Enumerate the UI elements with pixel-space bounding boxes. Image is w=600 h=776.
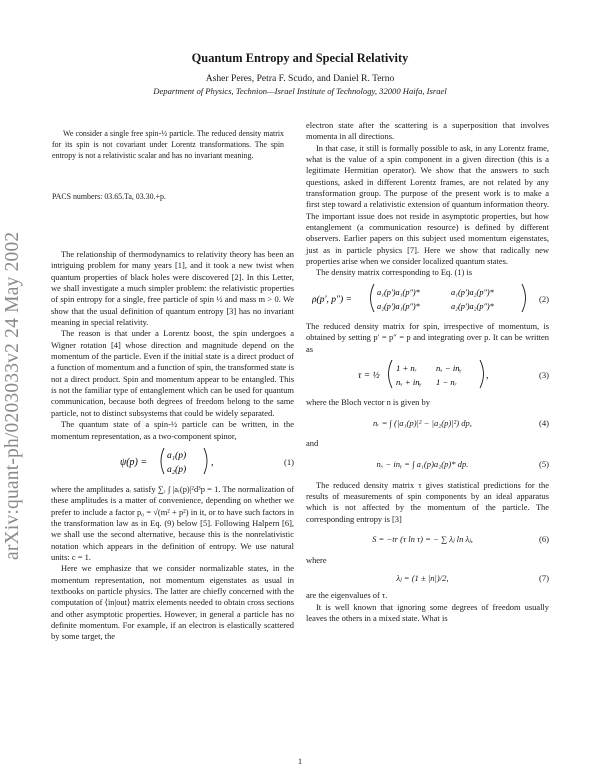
equation-number: (2) xyxy=(538,294,549,305)
paragraph: electron state after the scattering is a superposition that involves momenta in all directions. xyxy=(306,120,549,142)
paragraph: The reason is that under a Lorentz boost, the spin undergoes a Wigner rotation [4] whose direction and magnitude depend on the momentum of the particle. Even if the initial state is a direct product of a function of momentum and a function of spin, the transformed state is not a direct product. Spin and momentum appear to be entangled. This is not the familiar type of entanglement which can be used for quantum communication, because both degrees of freedom belong to the same particle, not to distinct subsystems that could be widely separated. xyxy=(51,328,294,418)
equation-number: (7) xyxy=(538,572,549,583)
right-column xyxy=(306,120,549,624)
right-paren xyxy=(204,448,207,474)
arxiv-side-stamp: arXiv:quant-ph/0203033v2 24 May 2002 xyxy=(2,231,23,560)
equation-number: (5) xyxy=(538,458,549,469)
equation-number: (6) xyxy=(538,534,549,545)
equation-number: (1) xyxy=(283,457,294,468)
svg-text:,: , xyxy=(486,370,489,382)
svg-text:,: , xyxy=(211,457,214,469)
eq3-r2c2: 1 − nᵣ xyxy=(436,377,458,388)
paragraph: The reduced density matrix τ gives statistical predictions for the results of measurements of spin components by an ideal apparatus which is not affected by the momentum of the particle. The corresponding entropy is [3] xyxy=(306,479,549,524)
eq3-r1c2: nₓ − inᵧ xyxy=(436,363,462,374)
equation-3 xyxy=(306,359,549,393)
eq2-r1c1: a₁(p′)a₁(p″)* xyxy=(377,288,421,298)
equation-4-text: nᵣ = ∫ (|a₁(p)|² − |a₂(p)|²) dp, xyxy=(373,417,472,428)
eq2-lhs: ρ(p′, p″) = xyxy=(312,295,353,306)
paragraph: and xyxy=(306,438,319,449)
paragraph: where xyxy=(306,554,327,565)
eq1-lhs: ψ(p) = xyxy=(120,457,148,469)
left-paren xyxy=(161,448,164,474)
equation-6 xyxy=(306,529,549,551)
equation-5 xyxy=(306,454,549,476)
paragraph: Here we emphasize that we consider normalizable states, in the momentum representation, not momentum eigenstates as usual in textbooks on particle physics. The latter are chiefly concerned with the computation of ⟨in|out⟩ matrix elements needed to obtain cross sections and other asymptotic properties. However, in general a particle has no definite momentum. For example, if an electron is elastically scattered by some target, the xyxy=(51,563,294,642)
equation-3-graphic xyxy=(352,357,492,391)
equation-1-graphic xyxy=(92,444,242,478)
right-paren xyxy=(522,284,526,312)
eq3-r2c1: nₓ + inᵧ xyxy=(396,377,422,388)
eq2-r2c2: a₂(p′)a₂(p″)* xyxy=(451,302,495,312)
paragraph: are the eigenvalues of τ. xyxy=(306,590,388,601)
paragraph: where the amplitudes aᵣ satisfy ∑ᵣ ∫ |aᵣ(p)|²d³p = 1. The normalization of these amplitudes is a matter of convenience, depending on whether we prefer to include a factor p₀ = √(m² + p²) in it, or to have such factors in the transformation law as in Eq. (9) below [5]. Following Halpern [6], we shall use the second alternative, because this is the nonrelativistic notation which appears in the definition of entropy. We use natural units: c = 1. xyxy=(51,483,294,562)
paragraph: It is well known that ignoring some degrees of freedom usually leaves the others in a mixed state. What is xyxy=(306,601,549,623)
equation-4 xyxy=(306,412,549,434)
equation-2 xyxy=(306,283,549,317)
left-column xyxy=(51,249,294,643)
eq3-lhs: τ = ½ xyxy=(358,371,381,382)
equation-5-text: nₓ − inᵧ = ∫ a₁(p)a₂(p)* dp. xyxy=(376,458,469,469)
equation-6-text: S = −tr (τ ln τ) = − ∑ λⱼ ln λⱼ, xyxy=(372,534,473,545)
paragraph: In that case, it still is formally possible to ask, in any Lorentz frame, what is the value of a spin component in a given direction (this is a legitimate Hermitian operator). We show that the answers to such questions, asked in different Lorentz frames, are not related by any transformation group. The purpose of the present work is to make a first step toward a relativistic extension of quantum information theory. The important issue does not reside in asymptotic properties, but how entanglement (a communication resource) is defined by different observers. Earlier papers on this subject used momentum eigenstates, just as in particle physics [7]. Here we show that radically new properties arise when we consider localized quantum states. xyxy=(306,142,549,267)
equation-1 xyxy=(51,446,294,480)
paragraph: The quantum state of a spin-½ particle can be written, in the momentum representation, as a two-component spinor, xyxy=(51,419,294,441)
eq3-r1c1: 1 + nᵣ xyxy=(396,363,418,374)
paragraph: The reduced density matrix for spin, irrespective of momentum, is obtained by setting p′ = p″ = p and integrating over p. It can be written as xyxy=(306,320,549,354)
paragraph: The density matrix corresponding to Eq. (1) is xyxy=(316,267,473,278)
left-paren xyxy=(371,284,375,312)
equation-7 xyxy=(306,570,549,586)
equation-number: (4) xyxy=(538,417,549,428)
page-number: 1 xyxy=(297,756,303,766)
pacs-numbers: PACS numbers: 03.65.Ta, 03.30.+p. xyxy=(52,192,166,201)
eq2-r1c2: a₁(p′)a₂(p″)* xyxy=(451,288,495,298)
paper-title: Quantum Entropy and Special Relativity xyxy=(191,51,409,65)
eq2-r2c1: a₂(p′)a₁(p″)* xyxy=(377,302,421,312)
eq1-bottom: a₂(p) xyxy=(167,465,187,476)
left-paren xyxy=(389,360,393,388)
affiliation: Department of Physics, Technion—Israel Institute of Technology, 32000 Haifa, Israel xyxy=(153,86,447,96)
equation-7-text: λⱼ = (1 ± |n|)/2, xyxy=(396,572,449,583)
equation-number: (3) xyxy=(538,370,549,381)
paragraph: The relationship of thermodynamics to relativity theory has been an intriguing problem for many years [1], and it took a new twist when quantum properties of black holes were discovered [2]. In this Letter, we shall investigate a much simpler problem: the relativistic properties of spin entropy for a single, free particle of spin ½ and mass m > 0. We show that the usual definition of quantum entropy [3] has no invariant meaning in special relativity. xyxy=(51,249,294,328)
right-paren xyxy=(480,360,484,388)
paragraph: where the Bloch vector n is given by xyxy=(306,396,430,407)
author-list: Asher Peres, Petra F. Scudo, and Daniel R. Terno xyxy=(205,73,395,84)
eq1-top: a₁(p) xyxy=(167,451,187,462)
abstract: We consider a single free spin-½ particle. The reduced density matrix for its spin is not covariant under Lorentz transformations. The spin entropy is not a relativistic scalar and has no invariant meaning. xyxy=(52,129,284,160)
equation-2-graphic xyxy=(312,281,532,315)
